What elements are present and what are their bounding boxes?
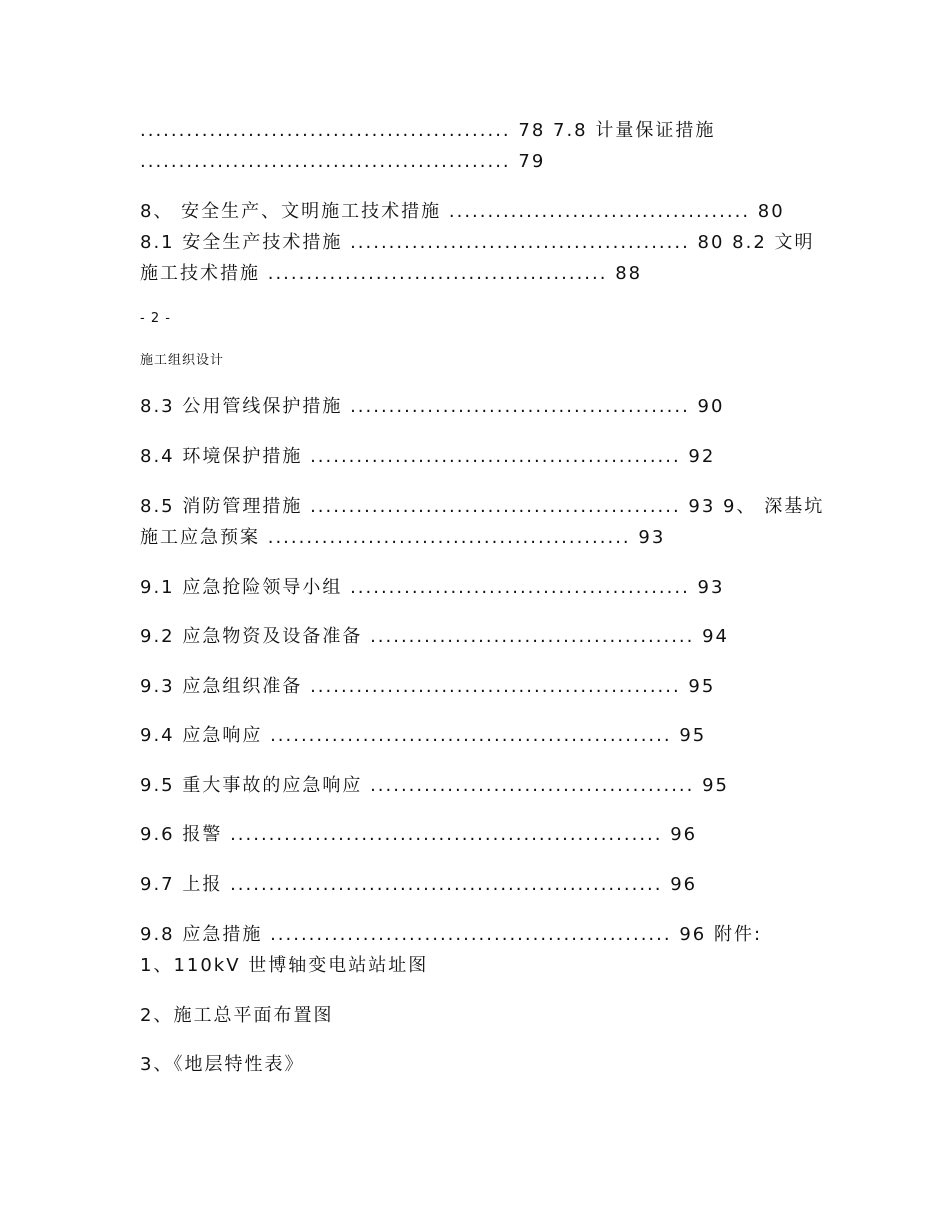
- appendix-item: 3、《地层特性表》: [140, 1054, 305, 1075]
- toc-line: 8.4 环境保护措施 ................................................ 92: [140, 446, 716, 467]
- toc-line: 9.3 应急组织准备 ................................................ 95: [140, 676, 716, 697]
- toc-line: 8.1 安全生产技术措施 ............................................ 80 8.2 文明: [140, 232, 815, 253]
- toc-line: 9.7 上报 ........................................................ 96: [140, 874, 698, 895]
- toc-line: 9.1 应急抢险领导小组 ............................................ 93: [140, 577, 725, 598]
- appendix-item: 1、110kV 世博轴变电站站址图: [140, 955, 429, 976]
- toc-line: 9.4 应急响应 .................................................... 95: [140, 725, 707, 746]
- toc-line: ................................................ 79: [140, 151, 546, 172]
- toc-line: 8、 安全生产、文明施工技术措施 ....................................... 80: [140, 201, 785, 222]
- toc-line: 8.5 消防管理措施 ................................................ 93 9、 深基坑: [140, 496, 825, 517]
- toc-line: 9.5 重大事故的应急响应 .......................................... 95: [140, 775, 730, 796]
- toc-line: 8.3 公用管线保护措施 ............................................ 90: [140, 396, 725, 417]
- page-number: - 2 -: [140, 311, 171, 326]
- toc-line: 9.2 应急物资及设备准备 .......................................... 94: [140, 626, 730, 647]
- toc-line: 9.8 应急措施 .................................................... 96 附件:: [140, 924, 763, 945]
- appendix-item: 2、施工总平面布置图: [140, 1005, 334, 1026]
- toc-line: 施工技术措施 ............................................ 88: [140, 263, 643, 284]
- running-header: 施工组织设计: [140, 353, 225, 368]
- toc-line: 9.6 报警 ........................................................ 96: [140, 824, 698, 845]
- toc-line: 施工应急预案 ............................................... 93: [140, 527, 666, 548]
- toc-line: ................................................ 78 7.8 计量保证措施: [140, 120, 716, 141]
